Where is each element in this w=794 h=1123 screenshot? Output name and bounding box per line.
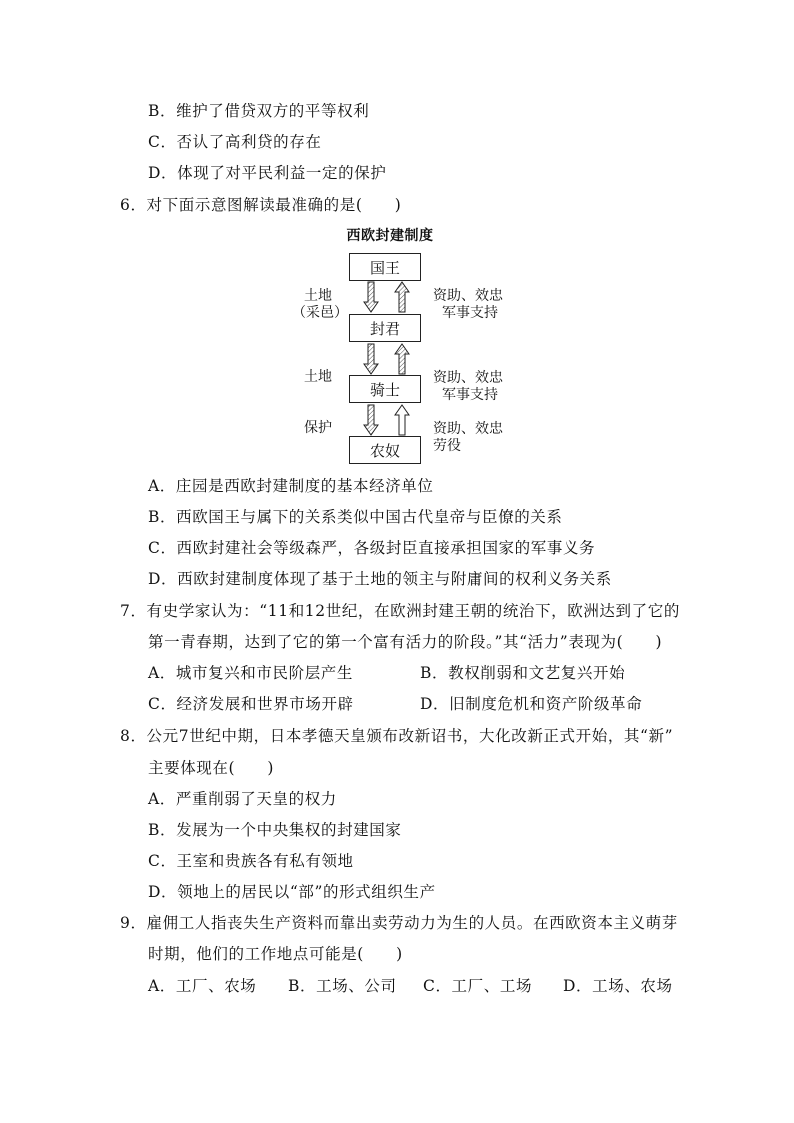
- q8-option-c: C．王室和贵族各有私有领地: [148, 852, 354, 870]
- down-arrow-1: [364, 282, 378, 312]
- q8-stem-line2: 主要体现在( ): [148, 759, 274, 777]
- up-arrow-2: [395, 344, 409, 374]
- up-arrow-1: [395, 282, 409, 312]
- diagram-title: 西欧封建制度: [346, 228, 434, 244]
- q6-stem: 6．对下面示意图解读最准确的是( ): [120, 196, 402, 214]
- q8-stem-line1: 8．公元7世纪中期，日本孝德天皇颁布改新诏书，大化改新正式开始，其“新”: [120, 727, 674, 745]
- q7-option-b: B．教权削弱和文艺复兴开始: [420, 664, 626, 682]
- label-land-2: 土地: [304, 369, 332, 385]
- box-serf: 农奴: [349, 436, 421, 464]
- q6-option-d: D．西欧封建制度体现了基于土地的领主与附庸间的权利义务关系: [148, 570, 612, 588]
- up-arrow-3: [395, 405, 409, 435]
- q5-option-c: C．否认了高利贷的存在: [148, 133, 322, 151]
- q9-option-c: C．工厂、工场: [423, 977, 533, 995]
- q8-option-b: B．发展为一个中央集权的封建国家: [148, 821, 402, 839]
- q5-option-d: D．体现了对平民利益一定的保护: [148, 164, 387, 182]
- q7-option-d: D．旧制度危机和资产阶级革命: [420, 695, 643, 713]
- down-arrow-2: [364, 344, 378, 374]
- label-support-3: 资助、效忠: [433, 421, 503, 437]
- q8-option-a: A．严重削弱了天皇的权力: [148, 790, 337, 808]
- box-king: 国王: [349, 253, 421, 281]
- down-arrow-3: [364, 405, 378, 435]
- label-support-2: 资助、效忠: [433, 370, 503, 386]
- box-knight: 骑士: [349, 375, 421, 403]
- q9-option-b: B．工场、公司: [288, 977, 397, 995]
- q9-option-a: A．工厂、农场: [148, 977, 257, 995]
- q6-option-a: A．庄园是西欧封建制度的基本经济单位: [148, 477, 434, 495]
- feudal-system-diagram: [290, 222, 520, 467]
- q8-option-d: D．领地上的居民以“部”的形式组织生产: [148, 883, 436, 901]
- q6-option-b: B．西欧国王与属下的关系类似中国古代皇帝与臣僚的关系: [148, 508, 563, 526]
- q9-stem-line1: 9．雇佣工人指丧失生产资料而靠出卖劳动力为生的人员。在西欧资本主义萌芽: [120, 914, 678, 932]
- label-land-1: 土地: [304, 288, 332, 304]
- label-military-1: 军事支持: [442, 305, 498, 321]
- q7-option-a: A．城市复兴和市民阶层产生: [148, 664, 353, 682]
- label-fief: （采邑）: [292, 305, 348, 321]
- label-military-2: 军事支持: [442, 387, 498, 403]
- q7-option-c: C．经济发展和世界市场开辟: [148, 695, 354, 713]
- q9-stem-line2: 时期，他们的工作地点可能是( ): [148, 945, 403, 963]
- box-lord: 封君: [349, 314, 421, 342]
- label-support-1: 资助、效忠: [433, 288, 503, 304]
- label-labor: 劳役: [433, 438, 461, 454]
- q7-stem-line1: 7．有史学家认为：“11和12世纪，在欧洲封建王朝的统治下，欧洲达到了它的: [120, 602, 680, 620]
- q7-stem-line2: 第一青春期，达到了它的第一个富有活力的阶段。”其“活力”表现为( ): [148, 633, 663, 651]
- q9-option-d: D．工场、农场: [563, 977, 673, 995]
- q6-option-c: C．西欧封建社会等级森严，各级封臣直接承担国家的军事义务: [148, 539, 596, 557]
- label-protection: 保护: [304, 420, 332, 436]
- q5-option-b: B．维护了借贷双方的平等权利: [148, 102, 370, 120]
